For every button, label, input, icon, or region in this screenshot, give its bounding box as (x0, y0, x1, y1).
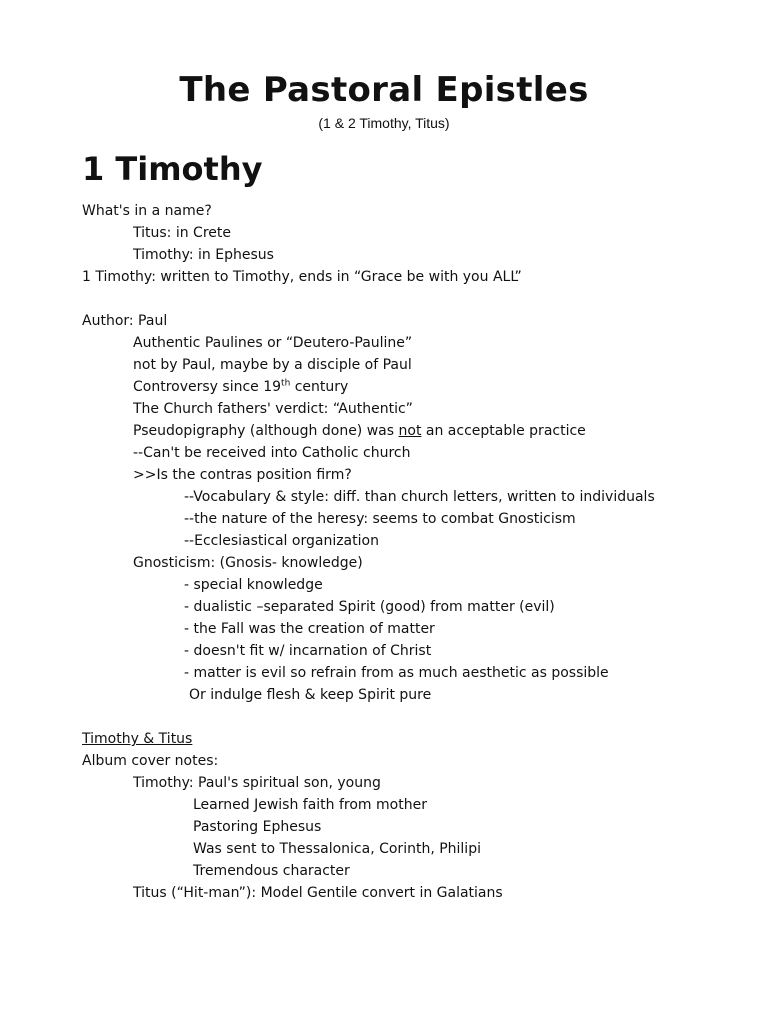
section-heading: 1 Timothy (82, 150, 263, 188)
superscript: th (281, 378, 291, 389)
text-line (133, 378, 348, 396)
text-line: 1 Timothy: written to Timothy, ends in “Grace be with you ALL” (82, 269, 522, 285)
text-line: The Church fathers' verdict: “Authentic” (133, 401, 413, 417)
document-title: The Pastoral Epistles (179, 70, 589, 110)
text-line: - matter is evil so refrain from as much aesthetic as possible (184, 665, 609, 681)
text-segment: an acceptable practice (421, 423, 586, 439)
text-segment: Controversy since 19 (133, 379, 282, 395)
text-line: >>Is the contras position firm? (133, 467, 352, 483)
text-line: - doesn't fit w/ incarnation of Christ (184, 643, 432, 659)
text-line: Titus (“Hit-man”): Model Gentile convert in Galatians (133, 885, 503, 901)
text-line: Pastoring Ephesus (193, 819, 322, 835)
text-line: - special knowledge (184, 577, 323, 593)
text-line: not by Paul, maybe by a disciple of Paul (133, 357, 412, 373)
text-line: --the nature of the heresy: seems to combat Gnosticism (184, 511, 576, 527)
text-line: Album cover notes: (82, 753, 219, 769)
text-line: Timothy: Paul's spiritual son, young (133, 775, 381, 791)
text-line: - the Fall was the creation of matter (184, 621, 435, 637)
text-line: Timothy: in Ephesus (133, 247, 274, 263)
text-line: Or indulge flesh & keep Spirit pure (189, 687, 432, 703)
text-line: --Can't be received into Catholic church (133, 445, 411, 461)
subsection-heading: Timothy & Titus (82, 731, 193, 747)
text-line: --Vocabulary & style: diff. than church letters, written to individuals (184, 489, 655, 505)
text-line: What's in a name? (82, 203, 212, 219)
underlined-word: not (398, 423, 422, 439)
text-segment: century (290, 379, 349, 395)
text-line: Author: Paul (82, 313, 168, 329)
text-line (133, 422, 586, 440)
text-line: Authentic Paulines or “Deutero-Pauline” (133, 335, 413, 351)
text-line: - dualistic –separated Spirit (good) from matter (evil) (184, 599, 555, 615)
text-line: Learned Jewish faith from mother (193, 797, 427, 813)
text-line: Was sent to Thessalonica, Corinth, Philipi (193, 841, 481, 857)
text-line: Titus: in Crete (133, 225, 231, 241)
document-subtitle: (1 & 2 Timothy, Titus) (318, 115, 450, 131)
text-line: --Ecclesiastical organization (184, 533, 379, 549)
text-line: Tremendous character (193, 863, 350, 879)
text-line: Gnosticism: (Gnosis- knowledge) (133, 555, 363, 571)
text-segment: Pseudopigraphy (although done) was (133, 423, 399, 439)
